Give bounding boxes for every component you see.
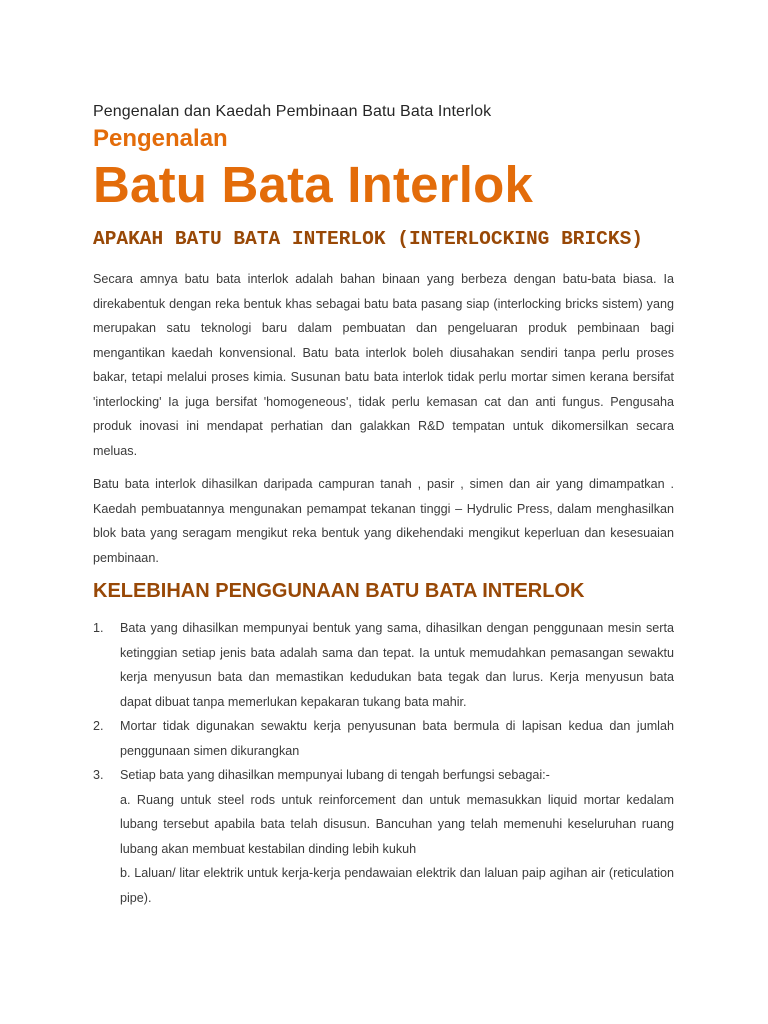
section-heading-kelebihan: KELEBIHAN PENGGUNAAN BATU BATA INTERLOK [93, 580, 585, 602]
advantages-list [93, 616, 674, 910]
document-title: Pengenalan dan Kaedah Pembinaan Batu Bata Interlok [93, 103, 492, 120]
section-heading-apakah: APAKAH BATU BATA INTERLOK (INTERLOCKING BRICKS) [93, 228, 643, 250]
list-item-number: 1. [93, 621, 104, 635]
list-item-text: Mortar tidak digunakan sewaktu kerja penyusunan bata bermula di lapisan kedua dan jumlah penggunaan simen dikurangkan [120, 719, 674, 758]
list-subitem-b: b. Laluan/ litar elektrik untuk kerja-kerja pendawaian elektrik dan laluan paip agihan air (reticulation pipe). [120, 866, 674, 905]
list-item [93, 714, 674, 763]
intro-heading: Pengenalan [93, 125, 228, 152]
main-heading: Batu Bata Interlok [93, 156, 534, 213]
list-item-number: 2. [93, 719, 104, 733]
list-item-number: 3. [93, 768, 104, 782]
list-item [93, 616, 674, 714]
paragraph-process: Batu bata interlok dihasilkan daripada campuran tanah , pasir , simen dan air yang dimampatkan . Kaedah pembuatannya mengunakan pemampat tekanan tinggi – Hydrulic Press, dalam menghasilkan blok bata yang seragam mengikut reka bentuk yang dikehendaki mengikut keperluan dan kesesuaian pembinaan. [93, 477, 674, 565]
list-item-text: Bata yang dihasilkan mempunyai bentuk yang sama, dihasilkan dengan penggunaan mesin serta ketinggian setiap jenis bata adalah sama dan tepat. Ia untuk memudahkan pemasangan sewaktu kerja menyusun bata dan memastikan kedudukan bata tegak dan lurus. Kerja menyusun bata dapat dibuat tanpa memerlukan kepakaran tukang bata mahir. [120, 621, 674, 709]
list-item-text: Setiap bata yang dihasilkan mempunyai lubang di tengah berfungsi sebagai:- [120, 768, 550, 782]
list-subitem-a: a. Ruang untuk steel rods untuk reinforcement dan untuk memasukkan liquid mortar kedalam lubang tersebut apabila bata telah disusun. Bancuhan yang telah memenuhi keseluruhan ruang lubang akan membuat kestabilan dinding lebih kukuh [120, 792, 674, 856]
paragraph-intro: Secara amnya batu bata interlok adalah bahan binaan yang berbeza dengan batu-bata biasa. Ia direkabentuk dengan reka bentuk khas sebagai batu bata pasang siap (interlocking bricks sistem) yang merupakan satu teknologi baru dalam pembuatan dan pengeluaran produk pembinaan bagi mengantikan kaedah konvensional. Batu bata interlok boleh diusahakan sendiri tanpa perlu proses bakar, tetapi melalui proses kimia. Susunan batu bata interlok tidak perlu mortar simen kerana bersifat 'interlocking' Ia juga bersifat 'homogeneous', tidak perlu kemasan cat dan anti fungus. Pengusaha produk inovasi ini mendapat perhatian dan galakkan R&D tempatan untuk dikomersilkan secara meluas. [93, 272, 674, 458]
list-item [93, 763, 674, 910]
document-page [93, 100, 674, 910]
